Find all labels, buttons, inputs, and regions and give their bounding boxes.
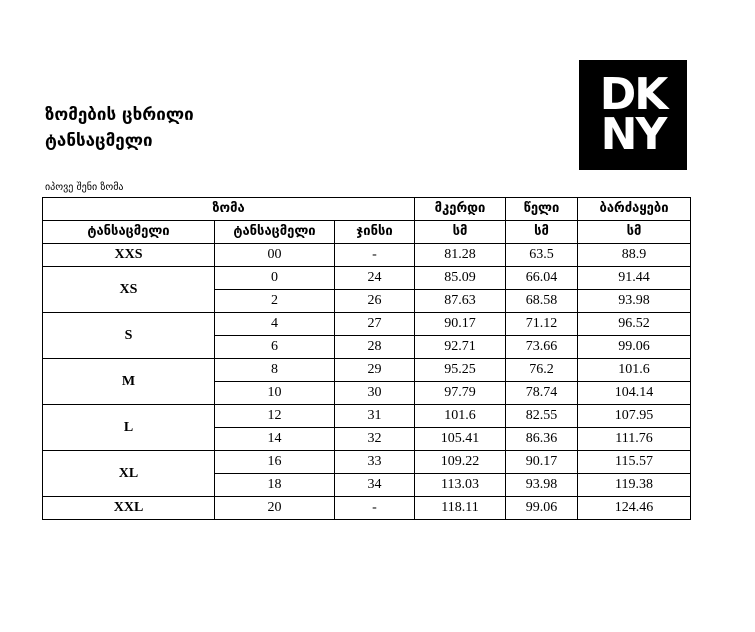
header-row-2 (43, 221, 691, 244)
cell-number: 12 (215, 405, 335, 428)
cell-jeans: 29 (335, 359, 415, 382)
cell-waist: 86.36 (506, 428, 578, 451)
table-row (43, 313, 691, 336)
cell-hips: 111.76 (578, 428, 691, 451)
size-chart-table (42, 197, 691, 520)
cell-number: 14 (215, 428, 335, 451)
cell-jeans: 30 (335, 382, 415, 405)
hips-unit: სმ (578, 221, 691, 244)
cell-jeans: 32 (335, 428, 415, 451)
cell-chest: 97.79 (415, 382, 506, 405)
find-size-note: იპოვე შენი ზომა (45, 182, 124, 193)
cell-hips: 91.44 (578, 267, 691, 290)
cell-chest: 118.11 (415, 497, 506, 520)
cell-number: 20 (215, 497, 335, 520)
size-group-header: ზომა (43, 198, 415, 221)
logo-line-1: DK (599, 69, 667, 120)
cell-waist: 76.2 (506, 359, 578, 382)
waist-unit: სმ (506, 221, 578, 244)
header-row-1 (43, 198, 691, 221)
cell-chest: 109.22 (415, 451, 506, 474)
cell-jeans: - (335, 497, 415, 520)
waist-header: წელი (506, 198, 578, 221)
size-label: M (43, 359, 215, 405)
table-row (43, 497, 691, 520)
table-row (43, 267, 691, 290)
cell-chest: 92.71 (415, 336, 506, 359)
table-row (43, 451, 691, 474)
clothing-number-header: ტანსაცმელი (215, 221, 335, 244)
size-label: XL (43, 451, 215, 497)
cell-hips: 107.95 (578, 405, 691, 428)
jeans-header: ჯინსი (335, 221, 415, 244)
title-line-1: ზომების ცხრილი (45, 105, 194, 125)
table-row (43, 405, 691, 428)
cell-waist: 66.04 (506, 267, 578, 290)
cell-number: 00 (215, 244, 335, 267)
cell-hips: 96.52 (578, 313, 691, 336)
cell-number: 8 (215, 359, 335, 382)
cell-hips: 115.57 (578, 451, 691, 474)
cell-hips: 124.46 (578, 497, 691, 520)
size-label: L (43, 405, 215, 451)
dkny-logo (579, 60, 687, 170)
cell-jeans: 34 (335, 474, 415, 497)
cell-chest: 95.25 (415, 359, 506, 382)
cell-number: 0 (215, 267, 335, 290)
cell-jeans: 27 (335, 313, 415, 336)
cell-hips: 119.38 (578, 474, 691, 497)
cell-chest: 81.28 (415, 244, 506, 267)
cell-hips: 99.06 (578, 336, 691, 359)
cell-chest: 90.17 (415, 313, 506, 336)
cell-chest: 87.63 (415, 290, 506, 313)
size-label: XXL (43, 497, 215, 520)
cell-waist: 73.66 (506, 336, 578, 359)
cell-jeans: - (335, 244, 415, 267)
table-row (43, 244, 691, 267)
cell-waist: 90.17 (506, 451, 578, 474)
chest-header: მკერდი (415, 198, 506, 221)
cell-hips: 104.14 (578, 382, 691, 405)
cell-waist: 71.12 (506, 313, 578, 336)
cell-jeans: 31 (335, 405, 415, 428)
table-row (43, 359, 691, 382)
hips-header: ბარძაყები (578, 198, 691, 221)
cell-hips: 101.6 (578, 359, 691, 382)
cell-waist: 78.74 (506, 382, 578, 405)
cell-chest: 101.6 (415, 405, 506, 428)
cell-waist: 63.5 (506, 244, 578, 267)
size-label: XS (43, 267, 215, 313)
cell-waist: 68.58 (506, 290, 578, 313)
cell-chest: 105.41 (415, 428, 506, 451)
cell-jeans: 28 (335, 336, 415, 359)
size-label: S (43, 313, 215, 359)
size-label: XXS (43, 244, 215, 267)
cell-waist: 99.06 (506, 497, 578, 520)
cell-number: 18 (215, 474, 335, 497)
cell-jeans: 24 (335, 267, 415, 290)
cell-number: 10 (215, 382, 335, 405)
cell-hips: 88.9 (578, 244, 691, 267)
cell-hips: 93.98 (578, 290, 691, 313)
title-line-2: ტანსაცმელი (45, 131, 153, 151)
cell-chest: 85.09 (415, 267, 506, 290)
cell-chest: 113.03 (415, 474, 506, 497)
clothing-size-header: ტანსაცმელი (43, 221, 215, 244)
logo-line-2: NY (600, 109, 666, 160)
cell-jeans: 26 (335, 290, 415, 313)
cell-waist: 93.98 (506, 474, 578, 497)
page-title (45, 102, 194, 154)
cell-number: 4 (215, 313, 335, 336)
cell-waist: 82.55 (506, 405, 578, 428)
cell-number: 6 (215, 336, 335, 359)
cell-jeans: 33 (335, 451, 415, 474)
chest-unit: სმ (415, 221, 506, 244)
cell-number: 2 (215, 290, 335, 313)
cell-number: 16 (215, 451, 335, 474)
